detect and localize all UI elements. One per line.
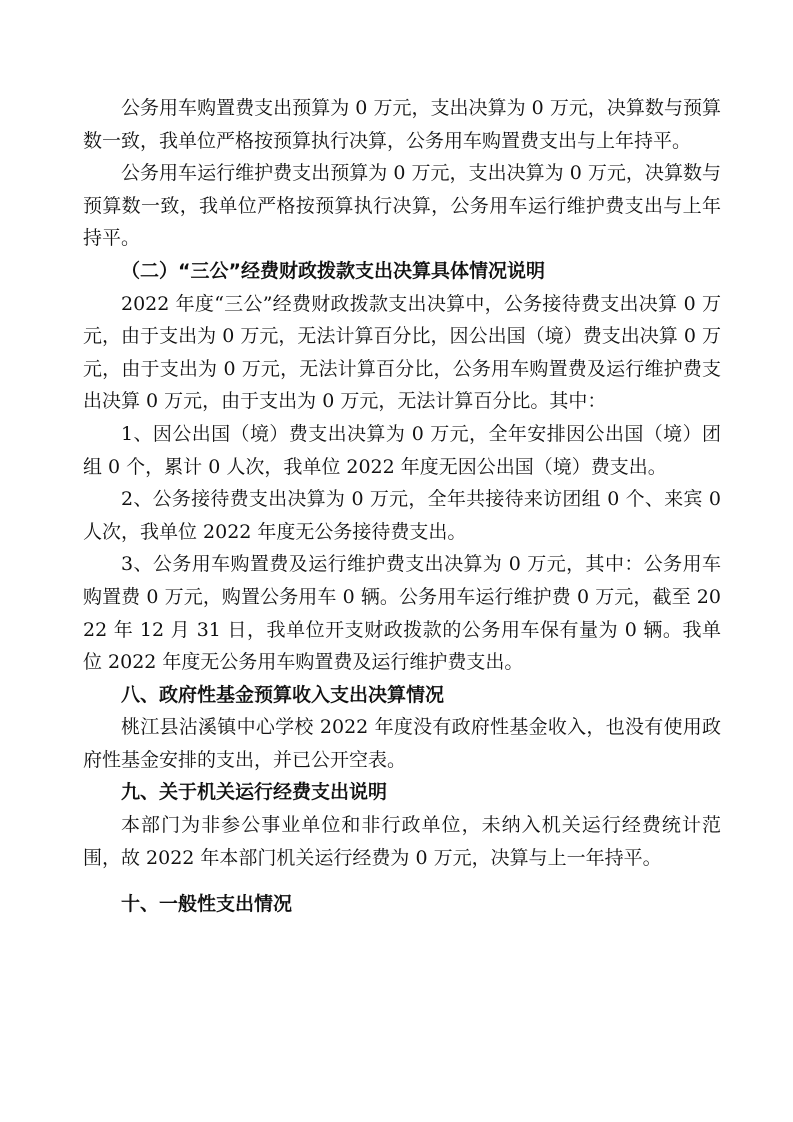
paragraph-vehicle-purchase: 公务用车购置费支出预算为 0 万元，支出决算为 0 万元，决算数与预算数一致，我单位严格按预算执行决算，公务用车购置费支出与上年持平。 [83, 97, 721, 152]
paragraph-vehicle-maintenance: 公务用车运行维护费支出预算为 0 万元，支出决算为 0 万元，决算数与预算数一致，我单位严格按预算执行决算，公务用车运行维护费支出与上年持平。 [83, 162, 721, 250]
document-body [83, 92, 721, 921]
paragraph-official-vehicles: 3、公务用车购置费及运行维护费支出决算为 0 万元，其中：公务用车购置费 0 万元，购置公务用车 0 辆。公务用车运行维护费 0 万元，截至 2022 年 12 月 31 日，我单位开支财政拨款的公务用车保有量为 0 辆。我单位 2022 年度无公务用车购置费及运行维护费支出。 [83, 553, 721, 674]
section-heading-operating-expenses: 九、关于机关运行经费支出说明 [121, 781, 388, 804]
section-heading-government-fund: 八、政府性基金预算收入支出决算情况 [121, 683, 445, 706]
section-heading-three-public: （二）“三公”经费财政拨款支出决算具体情况说明 [121, 259, 545, 282]
paragraph-overseas-travel: 1、因公出国（境）费支出决算为 0 万元，全年安排因公出国（境）团组 0 个，累计 0 人次，我单位 2022 年度无因公出国（境）费支出。 [83, 422, 721, 478]
paragraph-operating-expenses: 本部门为非参公事业单位和非行政单位，未纳入机关运行经费统计范围，故 2022 年本部门机关运行经费为 0 万元，决算与上一年持平。 [83, 814, 721, 869]
paragraph-official-reception: 2、公务接待费支出决算为 0 万元，全年共接待来访团组 0 个、来宾 0 人次，我单位 2022 年度无公务接待费支出。 [83, 488, 721, 543]
section-heading-general-expenditure: 十、一般性支出情况 [121, 893, 293, 916]
paragraph-government-fund: 桃江县沾溪镇中心学校 2022 年度没有政府性基金收入，也没有使用政府性基金安排的支出，并已公开空表。 [83, 716, 721, 771]
paragraph-three-public-overview: 2022 年度“三公”经费财政拨款支出决算中，公务接待费支出决算 0 万元，由于支出为 0 万元，无法计算百分比，因公出国（境）费支出决算 0 万元，由于支出为 0 万元，无法计算百分比，公务用车购置费及运行维护费支出决算 0 万元，由于支出为 0 万元，无法计算百分比。其中： [83, 292, 721, 413]
